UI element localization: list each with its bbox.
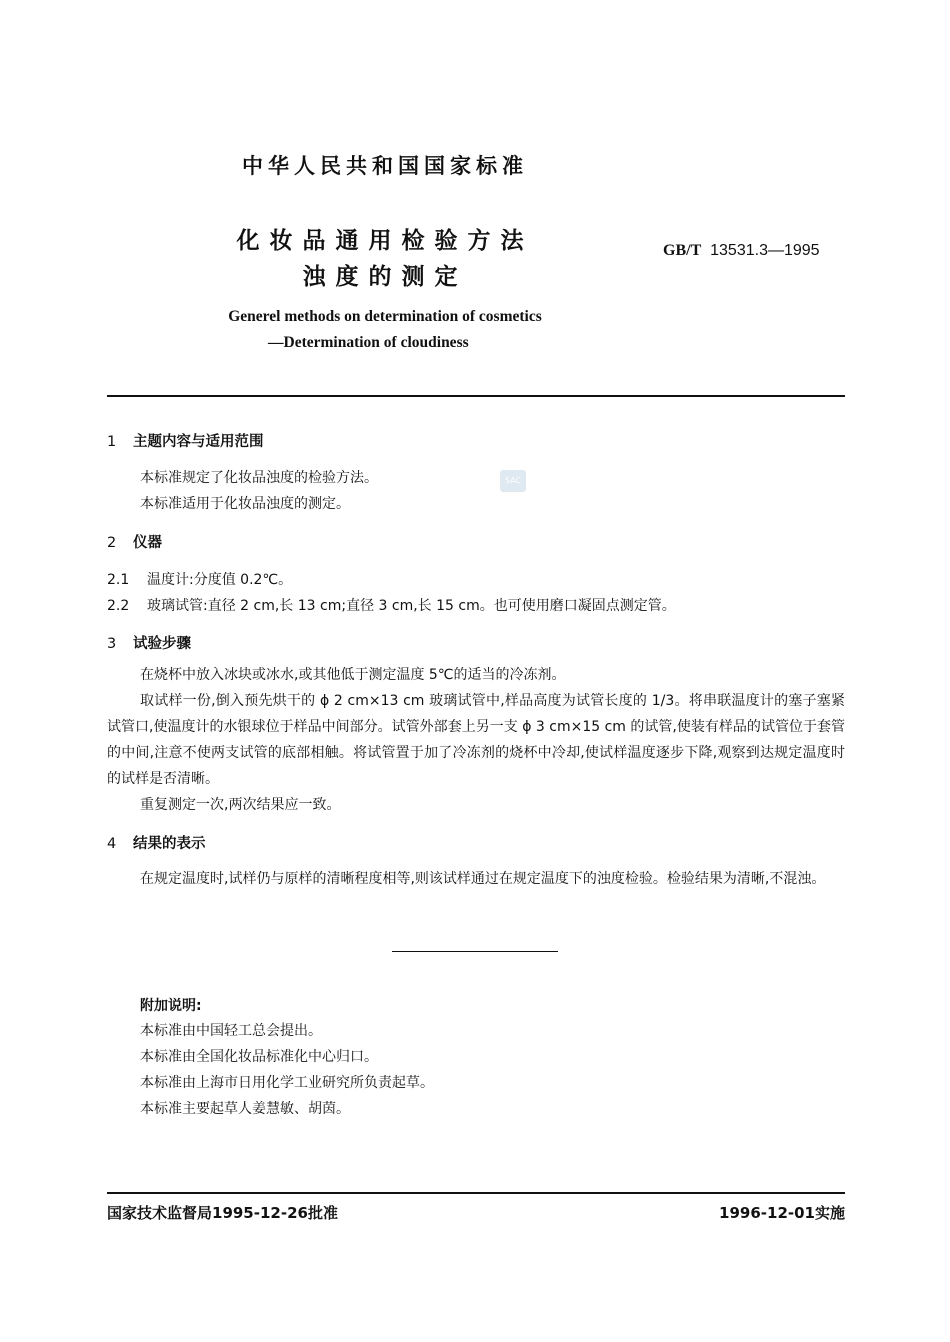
section-number: 4 (107, 836, 117, 852)
section-number: 3 (107, 636, 117, 652)
section-3-paragraph: 在烧杯中放入冰块或冰水,或其他低于测定温度 5℃的适当的冷冻剂。 (140, 667, 566, 683)
english-title-line2: —Determination of cloudiness (268, 334, 469, 351)
section-1-heading (107, 430, 264, 451)
section-4-paragraph: 在规定温度时,试样仍与原样的清晰程度相等,则该试样通过在规定温度下的浊度检验。检验结果为清晰,不混浊。 (140, 871, 826, 887)
standard-code-prefix: GB/T (663, 242, 702, 259)
section-4-heading (107, 832, 206, 853)
document-title-line1: 化妆品通用检验方法 (236, 228, 534, 254)
standard-code (663, 242, 820, 260)
english-title-line1: Generel methods on determination of cosmetics (228, 308, 542, 325)
note-item: 本标准由上海市日用化学工业研究所负责起草。 (140, 1075, 434, 1091)
note-item: 本标准由全国化妆品标准化中心归口。 (140, 1049, 378, 1065)
watermark-logo: SAC (500, 470, 526, 492)
document-title-line2: 浊度的测定 (302, 264, 468, 290)
effective-date: 1996-12-01实施 (719, 1204, 845, 1222)
clause-text: 玻璃试管:直径 2 cm,长 13 cm;直径 3 cm,长 15 cm。也可使用磨口凝固点测定管。 (147, 598, 676, 614)
clause-2-1 (107, 569, 292, 589)
section-1-paragraph: 本标准适用于化妆品浊度的测定。 (140, 496, 350, 512)
note-item: 本标准主要起草人姜慧敏、胡茵。 (140, 1101, 350, 1117)
national-standard-heading: 中华人民共和国国家标准 (242, 154, 528, 178)
approval-date: 国家技术监督局1995-12-26批准 (107, 1204, 338, 1222)
section-number: 1 (107, 434, 117, 450)
clause-text: 温度计:分度值 0.2℃。 (147, 572, 293, 588)
section-title: 试验步骤 (133, 636, 191, 652)
standard-code-number: 13531.3—1995 (710, 242, 820, 259)
section-3-heading (107, 632, 191, 653)
note-item: 本标准由中国轻工总会提出。 (140, 1023, 322, 1039)
footer-divider (107, 1192, 845, 1194)
section-number: 2 (107, 535, 117, 551)
section-3-paragraph: 重复测定一次,两次结果应一致。 (140, 797, 341, 813)
clause-number: 2.2 (107, 598, 130, 614)
clause-number: 2.1 (107, 572, 130, 588)
section-3-paragraph: 取试样一份,倒入预先烘干的 ϕ 2 cm×13 cm 玻璃试管中,样品高度为试管长度的 1/3。将串联温度计的塞子塞紧试管口,使温度计的水银球位于样品中间部分。试管外部套上另一支 ϕ 3 cm×15 cm 的试管,使装有样品的试管位于套管的中间,注意不使两支试管的底部相触。将试管置于加了冷冻剂的烧杯中冷却,使试样温度逐步下降,观察到达规定温度时的试样是否清晰。 (107, 693, 845, 787)
header-divider (107, 395, 845, 397)
section-2-heading (107, 531, 162, 552)
section-1-paragraph: 本标准规定了化妆品浊度的检验方法。 (140, 470, 378, 486)
section-title: 主题内容与适用范围 (133, 434, 264, 450)
end-of-body-rule (392, 951, 558, 952)
section-title: 仪器 (133, 535, 162, 551)
clause-2-2 (107, 595, 676, 615)
notes-heading: 附加说明: (140, 998, 202, 1014)
section-title: 结果的表示 (133, 836, 206, 852)
